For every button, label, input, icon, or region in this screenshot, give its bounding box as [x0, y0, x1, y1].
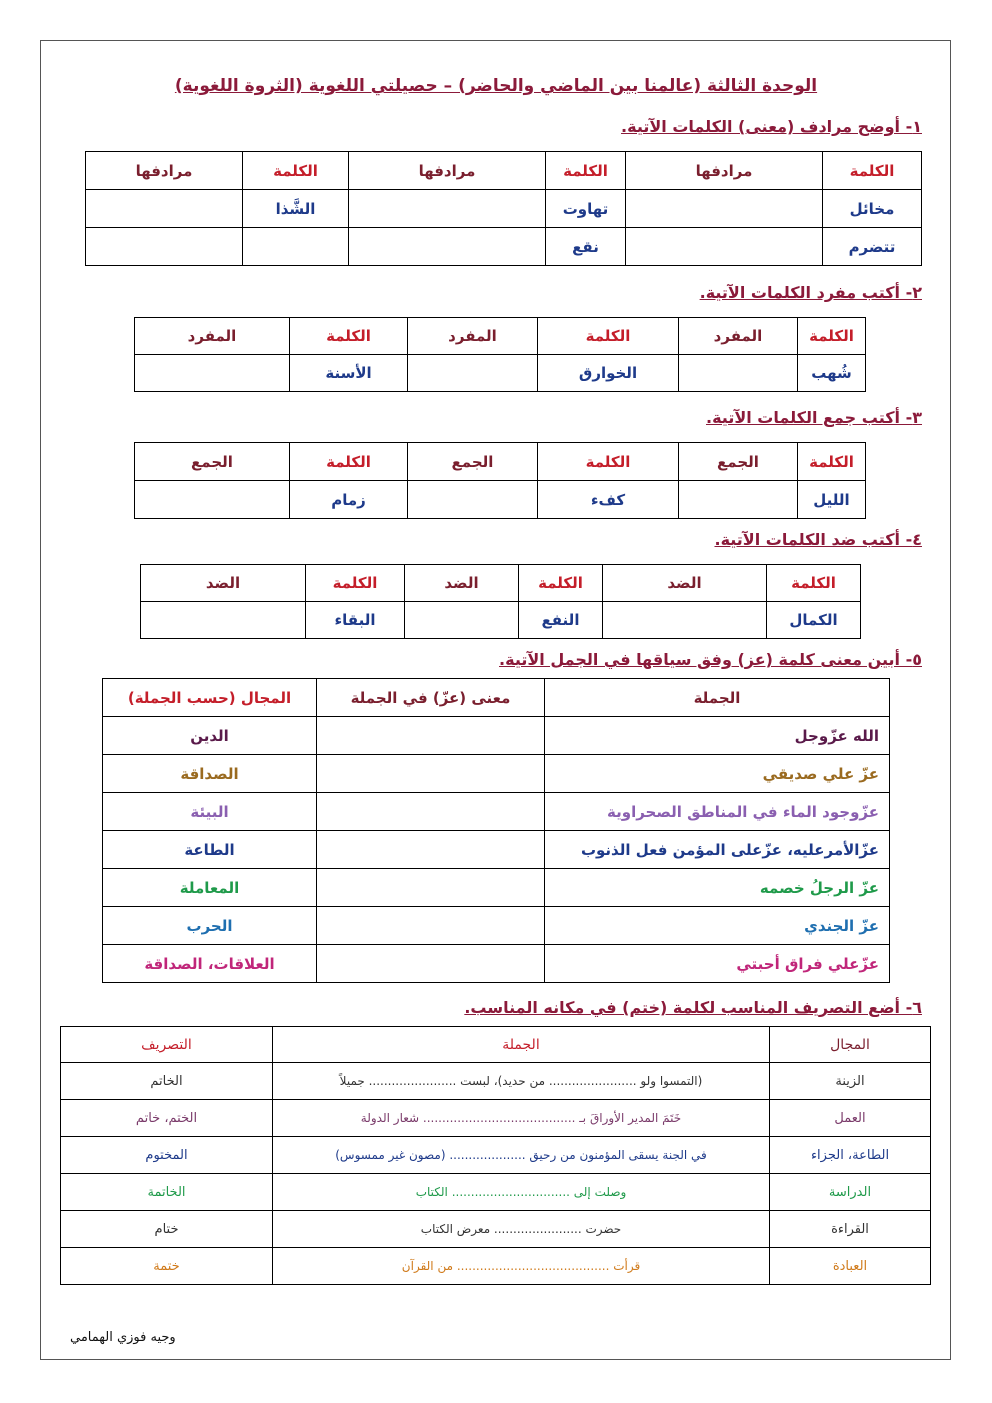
q6-field: الدراسة [770, 1174, 931, 1211]
q3-header: الكلمة [538, 443, 679, 481]
q4-word: الكمال [767, 602, 861, 639]
q5-field: الطاعة [103, 831, 317, 869]
q2-table [134, 317, 866, 392]
q1-row [86, 190, 922, 228]
q6-sentence: (التمسوا ولو ....................... من حديد)، لبست ....................... جميلاً [273, 1063, 770, 1100]
q5-sentence: عزّ الرجلُ خصمه [545, 869, 890, 907]
q1-header: مرادفها [349, 152, 546, 190]
q1-answer-cell[interactable] [349, 228, 546, 266]
q5-row [103, 793, 890, 831]
q5-header: الجملة [545, 679, 890, 717]
q2-header: المفرد [135, 318, 290, 355]
q4-table [140, 564, 861, 639]
q1-header: مرادفها [626, 152, 823, 190]
q2-answer-cell[interactable] [408, 355, 538, 392]
q5-field: المعاملة [103, 869, 317, 907]
q1-word: تتضرم [823, 228, 922, 266]
q6-header: المجال [770, 1027, 931, 1063]
q2-word: شُهب [798, 355, 866, 392]
q5-row [103, 717, 890, 755]
q2-header-row [135, 318, 866, 355]
q4-heading: ٤- أكتب ضد الكلمات الآتية. [714, 530, 922, 549]
q2-answer-cell[interactable] [679, 355, 798, 392]
q5-header-row [103, 679, 890, 717]
q3-header: الكلمة [798, 443, 866, 481]
q5-meaning-cell[interactable] [317, 717, 545, 755]
q6-sentence: خَتَمَ المدير الأوراقَ بـ ........................................ شعار الدولة [273, 1100, 770, 1137]
q2-word: الخوارق [538, 355, 679, 392]
q1-word: مخائل [823, 190, 922, 228]
q6-header: التصريف [61, 1027, 273, 1063]
q1-word: الشَّذا [243, 190, 349, 228]
q3-header: الكلمة [290, 443, 408, 481]
q1-row [86, 228, 922, 266]
q1-header: مرادفها [86, 152, 243, 190]
q2-header: الكلمة [290, 318, 408, 355]
q5-heading: ٥- أبين معنى كلمة (عز) وفق سياقها في الجمل الآتية. [499, 650, 922, 669]
q6-sentence: قرأت ........................................ من القرآن [273, 1248, 770, 1285]
q4-header: الضد [405, 565, 519, 602]
q5-meaning-cell[interactable] [317, 869, 545, 907]
q3-table [134, 442, 866, 519]
q6-header-row [61, 1027, 931, 1063]
page-title: الوحدة الثالثة (عالمنا بين الماضي والحاضر) – حصيلتي اللغوية (الثروة اللغوية) [174, 76, 818, 96]
q1-answer-cell[interactable] [86, 228, 243, 266]
q5-field: الدين [103, 717, 317, 755]
author-signature: وجيه فوزي الهمامي [70, 1330, 176, 1345]
q6-row [61, 1100, 931, 1137]
q4-answer-cell[interactable] [603, 602, 767, 639]
q3-header-row [135, 443, 866, 481]
q3-header: الجمع [135, 443, 290, 481]
q6-header: الجملة [273, 1027, 770, 1063]
q6-sentence: في الجنة يسقى المؤمنون من رحيق .................... (مصون غير ممسوس) [273, 1137, 770, 1174]
q3-heading: ٣- أكتب جمع الكلمات الآتية. [706, 408, 922, 427]
q6-answer: الخاتمة [61, 1174, 273, 1211]
q6-answer: المختوم [61, 1137, 273, 1174]
q3-row [135, 481, 866, 519]
q5-row [103, 831, 890, 869]
q6-row [61, 1248, 931, 1285]
q6-row [61, 1137, 931, 1174]
q5-meaning-cell[interactable] [317, 755, 545, 793]
q6-field: القراءة [770, 1211, 931, 1248]
q5-row [103, 945, 890, 983]
q1-header: الكلمة [243, 152, 349, 190]
q4-answer-cell[interactable] [405, 602, 519, 639]
q3-header: الجمع [408, 443, 538, 481]
q5-field: العلاقات، الصداقة [103, 945, 317, 983]
q4-header: الكلمة [306, 565, 405, 602]
q6-row [61, 1063, 931, 1100]
q5-row [103, 869, 890, 907]
q5-meaning-cell[interactable] [317, 831, 545, 869]
q4-word: النفع [519, 602, 603, 639]
q3-answer-cell[interactable] [408, 481, 538, 519]
q6-answer: ختمة [61, 1248, 273, 1285]
q4-header: الضد [603, 565, 767, 602]
q6-answer: ختام [61, 1211, 273, 1248]
q1-answer-cell[interactable] [349, 190, 546, 228]
q5-sentence: عزّوجود الماء في المناطق الصحراوية [545, 793, 890, 831]
q2-header: المفرد [408, 318, 538, 355]
q6-row [61, 1174, 931, 1211]
q2-answer-cell[interactable] [135, 355, 290, 392]
q2-header: الكلمة [538, 318, 679, 355]
q1-header: الكلمة [546, 152, 626, 190]
q1-empty-cell[interactable] [243, 228, 349, 266]
q5-field: الصداقة [103, 755, 317, 793]
q1-answer-cell[interactable] [626, 190, 823, 228]
q6-row [61, 1211, 931, 1248]
q6-heading: ٦- أضع التصريف المناسب لكلمة (ختم) في مكانه المناسب. [464, 998, 922, 1017]
q6-answer: الختم، خاتم [61, 1100, 273, 1137]
q6-field: الزينة [770, 1063, 931, 1100]
q5-header: المجال (حسب الجملة) [103, 679, 317, 717]
q5-table [102, 678, 890, 983]
q4-header-row [141, 565, 861, 602]
q6-answer: الخاتم [61, 1063, 273, 1100]
q5-row [103, 755, 890, 793]
q6-field: العبادة [770, 1248, 931, 1285]
q5-meaning-cell[interactable] [317, 945, 545, 983]
q5-sentence: عزّعلي فراق أحبتي [545, 945, 890, 983]
q6-sentence: وصلت إلى ............................... الكتاب [273, 1174, 770, 1211]
q5-header: معنى (عزّ) في الجملة [317, 679, 545, 717]
q2-header: الكلمة [798, 318, 866, 355]
q6-field: العمل [770, 1100, 931, 1137]
q5-sentence: عزّالأمرعليه، عزّعلى المؤمن فعل الذنوب [545, 831, 890, 869]
q5-field: البيئة [103, 793, 317, 831]
q2-row [135, 355, 866, 392]
q1-header-row [86, 152, 922, 190]
q1-header: الكلمة [823, 152, 922, 190]
q2-word: الأسنة [290, 355, 408, 392]
q5-field: الحرب [103, 907, 317, 945]
q5-meaning-cell[interactable] [317, 793, 545, 831]
q1-heading: ١- أوضح مرادف (معنى) الكلمات الآتية. [621, 117, 922, 136]
q5-sentence: الله عزّوجل [545, 717, 890, 755]
q1-answer-cell[interactable] [86, 190, 243, 228]
q4-answer-cell[interactable] [141, 602, 306, 639]
q6-field: الطاعة، الجزاء [770, 1137, 931, 1174]
q4-header: الكلمة [767, 565, 861, 602]
q2-heading: ٢- أكتب مفرد الكلمات الآتية. [699, 283, 922, 302]
q1-word: نقع [546, 228, 626, 266]
q1-word: تهاوت [546, 190, 626, 228]
q5-sentence: عزّ الجندي [545, 907, 890, 945]
q3-word: زمام [290, 481, 408, 519]
q3-word: الليل [798, 481, 866, 519]
q5-row [103, 907, 890, 945]
q3-answer-cell[interactable] [679, 481, 798, 519]
q3-word: كفء [538, 481, 679, 519]
q3-answer-cell[interactable] [135, 481, 290, 519]
q2-header: المفرد [679, 318, 798, 355]
q3-header: الجمع [679, 443, 798, 481]
q5-meaning-cell[interactable] [317, 907, 545, 945]
q1-answer-cell[interactable] [626, 228, 823, 266]
q5-sentence: عزّ علي صديقي [545, 755, 890, 793]
q6-table [60, 1026, 931, 1285]
q6-sentence: حضرت ....................... معرض الكتاب [273, 1211, 770, 1248]
q4-word: البقاء [306, 602, 405, 639]
q1-table [85, 151, 922, 266]
q4-row [141, 602, 861, 639]
q4-header: الضد [141, 565, 306, 602]
q4-header: الكلمة [519, 565, 603, 602]
